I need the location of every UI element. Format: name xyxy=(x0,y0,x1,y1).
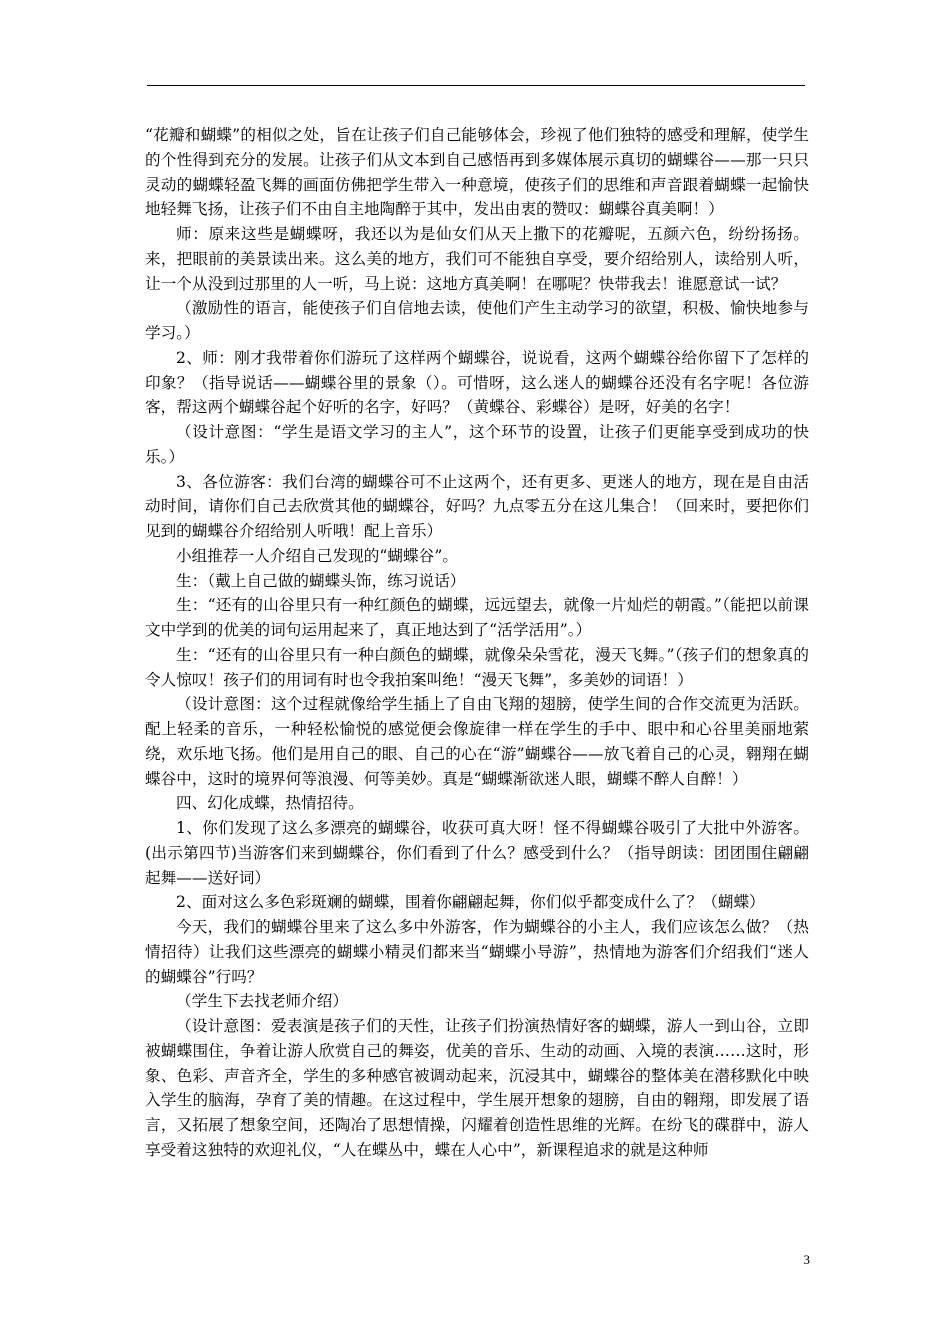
paragraph: “花瓣和蝴蝶”的相似之处，旨在让孩子们自己能够体会，珍视了他们独特的感受和理解，使学生的个性得到充分的发展。让孩子们从文本到自己感悟再到多媒体展示真切的蝴蝶谷——那一只只灵动的蝴蝶轻盈飞舞的画面仿佛把学生带入一种意境，使孩子们的思维和声音跟着蝴蝶一起愉快地轻舞飞扬，让孩子们不由自主地陶醉于其中，发出由衷的赞叹：蝴蝶谷真美啊！） xyxy=(145,126,809,219)
paragraph: 生：“还有的山谷里只有一种白颜色的蝴蝶，就像朵朵雪花，漫天飞舞。”（孩子们的想象真的令人惊叹！孩子们的用词有时也令我拍案叫绝！“漫天飞舞”，多美妙的词语！） xyxy=(145,645,809,689)
paragraph: （学生下去找老师介绍） xyxy=(176,992,349,1011)
paragraph: 3、各位游客：我们台湾的蝴蝶谷可不止这两个，还有更多、更迷人的地方，现在是自由活动时间，请你们自己去欣赏其他的蝴蝶谷，好吗？九点零五分在这儿集合！（回来时，要把你们见到的蝴蝶谷介绍给别人听哦！配上音乐） xyxy=(145,472,809,540)
body-text xyxy=(145,123,809,1163)
paragraph: （设计意图：爱表演是孩子们的天性，让孩子们扮演热情好客的蝴蝶，游人一到山谷，立即被蝴蝶围住，争着让游人欣赏自己的舞姿，优美的音乐、生动的动画、入境的表演……这时，形象、色彩、声音齐全，学生的多种感官被调动起来，沉浸其中，蝴蝶谷的整体美在潜移默化中映入学生的脑海，孕育了美的情趣。在这过程中，学生展开想象的翅膀，自由的翱翔，即发展了语言，又拓展了想象空间，还陶冶了思想情操，闪耀着创造性思维的光辉。在纷飞的碟群中，游人享受着这独特的欢迎礼仪，“人在蝶丛中，蝶在人心中”，新课程追求的就是这种师 xyxy=(145,1017,809,1159)
paragraph: 2、面对这么多色彩斑斓的蝴蝶，围着你翩翩起舞，你们似乎都变成什么了？（蝴蝶） xyxy=(176,893,765,912)
section-heading: 四、幻化成蝶，热情招待。 xyxy=(176,794,364,813)
paragraph: 今天，我们的蝴蝶谷里来了这么多中外游客，作为蝴蝶谷的小主人，我们应该怎么做？（热情招待）让我们这些漂亮的蝴蝶小精灵们都来当“蝴蝶小导游”，热情地为游客们介绍我们“迷人的蝴蝶谷”行吗？ xyxy=(145,918,809,986)
header-rule xyxy=(147,85,805,86)
paragraph: （激励性的语言，能使孩子们自信地去读，使他们产生主动学习的欲望，积极、愉快地参与学习。） xyxy=(145,299,809,342)
paragraph: 1、你们发现了这么多漂亮的蝴蝶谷，收获可真大呀！怪不得蝴蝶谷吸引了大批中外游客。(出示第四节)当游客们来到蝴蝶谷，你们看到了什么？感受到什么？（指导朗读：团团围住翩翩起舞——送好词） xyxy=(145,819,809,887)
paragraph: 小组推荐一人介绍自己发现的“蝴蝶谷”。 xyxy=(176,546,458,565)
page-number: 3 xyxy=(803,1252,810,1267)
paragraph: 生：“还有的山谷里只有一种红颜色的蝴蝶，远远望去，就像一片灿烂的朝霞。”（能把以前课文中学到的优美的词句运用起来了，真正地达到了“活学活用”。） xyxy=(145,596,809,639)
paragraph: （设计意图：这个过程就像给学生插上了自由飞翔的翅膀，使学生间的合作交流更为活跃。配上轻柔的音乐，一种轻松愉悦的感觉便会像旋律一样在学生的手中、眼中和心谷里美丽地萦绕，欢乐地飞扬。他们是用自己的眼、自己的心在“游”蝴蝶谷——放飞着自己的心灵，翱翔在蝴蝶谷中，这时的境界何等浪漫、何等美妙。真是“蝴蝶渐欲迷人眼，蝴蝶不醉人自醉！） xyxy=(145,695,809,788)
paragraph: 2、师：刚才我带着你们游玩了这样两个蝴蝶谷，说说看，这两个蝴蝶谷给你留下了怎样的印象？（指导说话——蝴蝶谷里的景象（）。可惜呀，这么迷人的蝴蝶谷还没有名字呢！各位游客，帮这两个蝴蝶谷起个好听的名字，好吗？（黄蝶谷、彩蝶谷）是呀，好美的名字！ xyxy=(145,348,809,417)
paragraph: （设计意图：“学生是语文学习的主人”，这个环节的设置，让孩子们更能享受到成功的快乐。） xyxy=(145,423,809,466)
paragraph: 师：原来这些是蝴蝶呀，我还以为是仙女们从天上撒下的花瓣呢，五颜六色，纷纷扬扬。来，把眼前的美景读出来。这么美的地方，我们可不能独自享受，要介绍给别人，读给别人听，让一个从没到过那里的人一听，马上说：这地方真美啊！在哪呢？快带我去！谁愿意试一试？ xyxy=(145,225,809,293)
paragraph: 生：（戴上自己做的蝴蝶头饰，练习说话） xyxy=(176,571,466,590)
